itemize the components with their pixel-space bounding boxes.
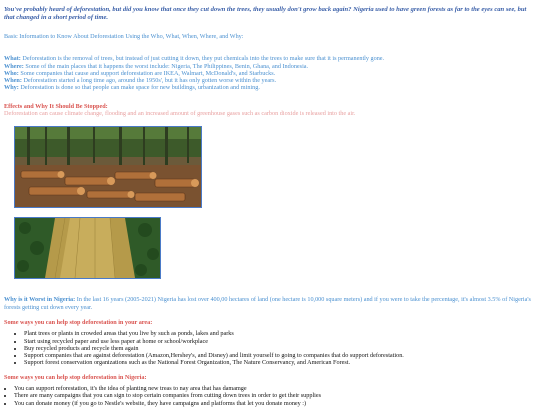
cleared-land-aerial-image <box>14 217 161 279</box>
fact-why: Why: Deforestation is done so that people can make space for new buildings, urbanization and mining. <box>4 84 260 92</box>
fact-when: When: Deforestation started a long time ago, around the 1950s', but it has only gotten worse within the years. <box>4 77 277 85</box>
fact-what: What: Deforestation is the removal of trees, but instead of just cutting it down, they put chemicals into the trees to make sure that it is permanently gone. <box>4 55 385 63</box>
list-item: • Support forest conservation organizations such as the National Forest Organization, The Nature Conservancy, and American Forest. <box>24 359 536 366</box>
help-area-list <box>4 330 536 366</box>
list-item: • You can support reforestation, it's the idea of planting new treas to nay area that has damamge <box>14 385 536 392</box>
help-nigeria-list <box>4 385 536 407</box>
info-subtitle: Basic Information to Know About Deforestation Using the Who, What, When, Where, and Why: <box>4 33 244 40</box>
help-nigeria-heading: Some ways you can help stop deforestation in Nigeria: <box>4 373 147 381</box>
effects-heading: Effects and Why It Should Be Stopped: <box>4 102 108 110</box>
help-area-heading: Some ways you can help stop deforestation in your area: <box>4 318 153 326</box>
list-item: • Start using recycled paper and use less paper at home or school/workplace <box>24 338 536 345</box>
effects-section <box>4 103 536 118</box>
facts-list <box>4 55 536 91</box>
intro-paragraph: You've probably heard of deforestation, but did you know that once they cut down the trees, they usually don't grow back again? Nigeria used to have green forests as far to the eyes can see, but that changed in a short period of time. <box>4 6 527 21</box>
logged-forest-image <box>14 126 202 208</box>
list-item: • Buy recycled products and recycle them again <box>24 345 536 352</box>
nigeria-section <box>4 296 536 311</box>
list-item: • Support companies that are against deforestation (Amazon,Hershey's, and Disney) and limit yourself to going to companies that do support deforestation. <box>24 352 536 359</box>
list-item: • You can donate money (if you go to Nestle's website, they have campaigns and platforms that let you donate money :) <box>14 400 536 407</box>
list-item: • There are many campaigns that you can sign to stop certain companies from cutting down trees in order to get their supplies <box>14 392 536 399</box>
fact-where: Where: Some of the main places that it happens the worst include: Nigeria, The Philippines, Benin, Ghana, and Indonesia. <box>4 62 309 70</box>
effects-text: Deforestation can cause climate change, flooding and an increased amount of greenhouse gases such as carbon dioxide is released into the air. <box>4 110 356 118</box>
list-item: • Plant trees or plants in crowded areas that you live by such as ponds, lakes and parks <box>24 330 536 337</box>
fact-who: Who: Some companies that cause and support deforestation are IKEA, Walmart, McDonald's, and Starbucks. <box>4 69 276 77</box>
nigeria-heading: Why is it Worst in Nigeria: <box>4 296 76 304</box>
nigeria-text: In the last 16 years (2005-2021) Nigeria has lost over 400,00 hectares of land (one hectare is 10,000 square meters) and if you were to take the percentage, it's almost 3.5% of Nigeria's forests getting cut down every year. <box>4 296 531 311</box>
